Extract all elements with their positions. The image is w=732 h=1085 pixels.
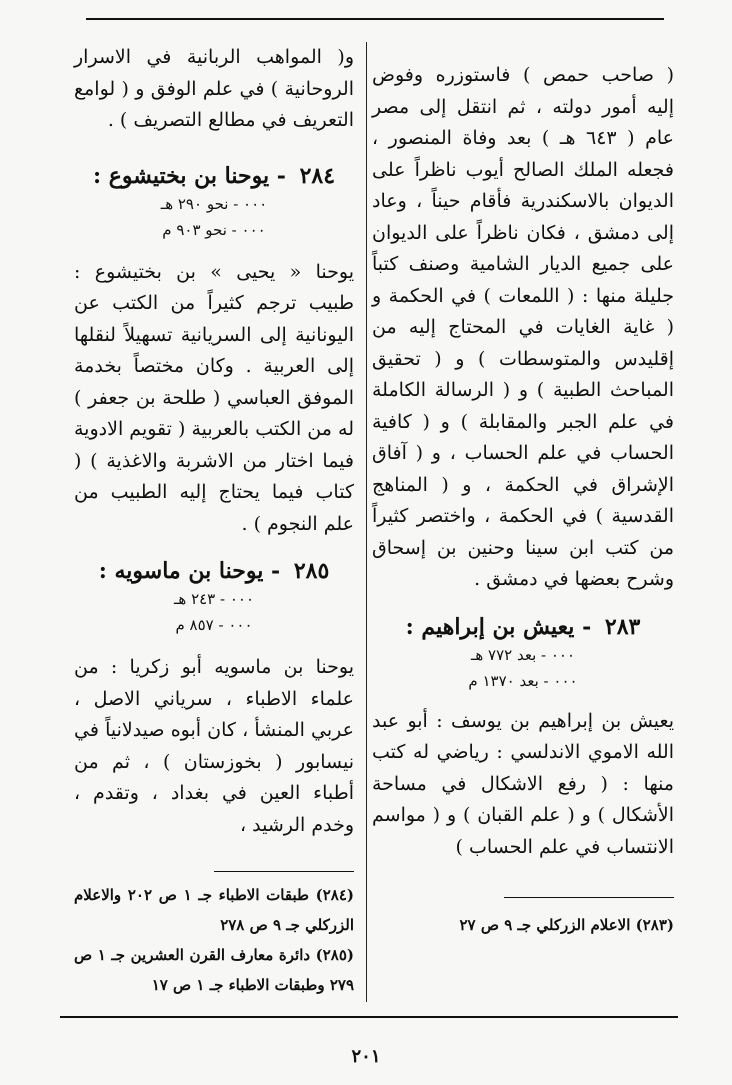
footnote: (٢٨٤) طبقات الاطباء جـ ١ ص ٢٠٢ والاعلام الزركلي جـ ٩ ص ٢٧٨: [74, 886, 354, 934]
footnote: (٢٨٥) دائرة معارف القرن العشرين جـ ١ ص ٢٧٩ وطبقات الاطباء جـ ١ ص ١٧: [74, 946, 355, 994]
entry-heading: [74, 161, 354, 191]
entry-body: يعيش بن إبراهيم بن يوسف : أبو عبد الله الاموي الاندلسي : رياضي له كتب منها : ( رفع الاشكال في مساحة الأشكال ) و ( علم القبان ) و ( مواسم الانتساب في علم الحساب ): [372, 709, 674, 858]
entry-number: ٢٨٥: [293, 558, 330, 584]
right-column: [372, 60, 674, 940]
entry-heading: [74, 556, 354, 586]
date-hijri: ٠٠٠ - بعد ٧٧٢ هـ: [470, 645, 576, 664]
paragraph: و( المواهب الربانية في الاسرار الروحانية ) في علم الوفق و ( لوامع التعريف في مطالع التصريف ) .: [74, 46, 354, 131]
entry-title: - يعيش بن إبراهيم :: [405, 613, 592, 640]
date-gregorian: ٠٠٠ - ٨٥٧ م: [175, 616, 253, 634]
entry-heading: [372, 612, 674, 642]
date-gregorian: ٠٠٠ - نحو ٩٠٣ م: [162, 220, 266, 239]
page-number: ٢٠١: [351, 1046, 381, 1067]
entry-title: - يوحنا بن ماسويه :: [98, 558, 281, 584]
paragraph: ( صاحب حمص ) فاستوزره وفوض إليه أمور دولته ، ثم انتقل إلى مصر عام ( ٦٤٣ هـ ) بعد وفاة المنصور ، فجعله الملك الصالح أيوب ناظراً على الديوان بالاسكندرية فأقام حيناً ، وعاد إلى دمشق ، فكان ناظراً على الديوان على جميع الديار الشامية وصنف كتباً جليلة منها : ( اللمعات ) في الحكمة و ( غاية الغايات في المحتاج إليه من إقليدس والمتوسطات ) و ( تحقيق المباحث الطبية ) و ( الرسالة الكاملة في علم الجبر والمقابلة ) و ( كافية الحساب في علم الحساب ، و ( آفاق الإشراق في الحكمة ، و ( المناهج القدسية ) في الحكمة ، واختصر كثيراً من كتب ابن سينا وحنين بن إسحاق وشرح بعضها في دمشق .: [372, 64, 674, 590]
bottom-rule: [60, 1016, 678, 1018]
entry-number: ٢٨٣: [604, 613, 641, 640]
date-hijri: ٠٠٠ - ٢٤٣ هـ: [173, 590, 255, 608]
entry-body: يوحنا « يحيى » بن بختيشوع : طبيب ترجم كثيراً من الكتب عن اليونانية إلى السريانية تسهيلاً لنقلها إلى العربية . وكان مختصاً بخدمة الموفق العباسي ( طلحة بن جعفر ) له من الكتب بالعربية ( تقويم الادوية فيما اختار من الاشربة والاغذية ) ( كتاب فيما يحتاج إليه الطبيب من علم النجوم ) .: [74, 260, 354, 535]
entry-number: ٢٨٤: [299, 162, 336, 189]
entry-title: - يوحنا بن بختيشوع :: [92, 162, 286, 189]
entry-body: يوحنا بن ماسويه أبو زكريا : من علماء الاطباء ، سرياني الاصل ، عربي المنشأ ، كان أبوه صيدلانياً في نيسابور ( بخوزستان ) ، ثم من أطباء العين في بغداد ، وتقدم ، وخدم الرشيد ،: [74, 656, 354, 836]
date-gregorian: ٠٠٠ - بعد ١٣٧٠ م: [468, 671, 578, 690]
footnote: (٢٨٣) الاعلام الزركلي جـ ٩ ص ٢٧: [459, 916, 674, 934]
top-rule: [86, 18, 664, 20]
column-divider: [366, 42, 367, 1002]
date-hijri: ٠٠٠ - نحو ٢٩٠ هـ: [160, 194, 268, 213]
left-column: [74, 42, 354, 1000]
